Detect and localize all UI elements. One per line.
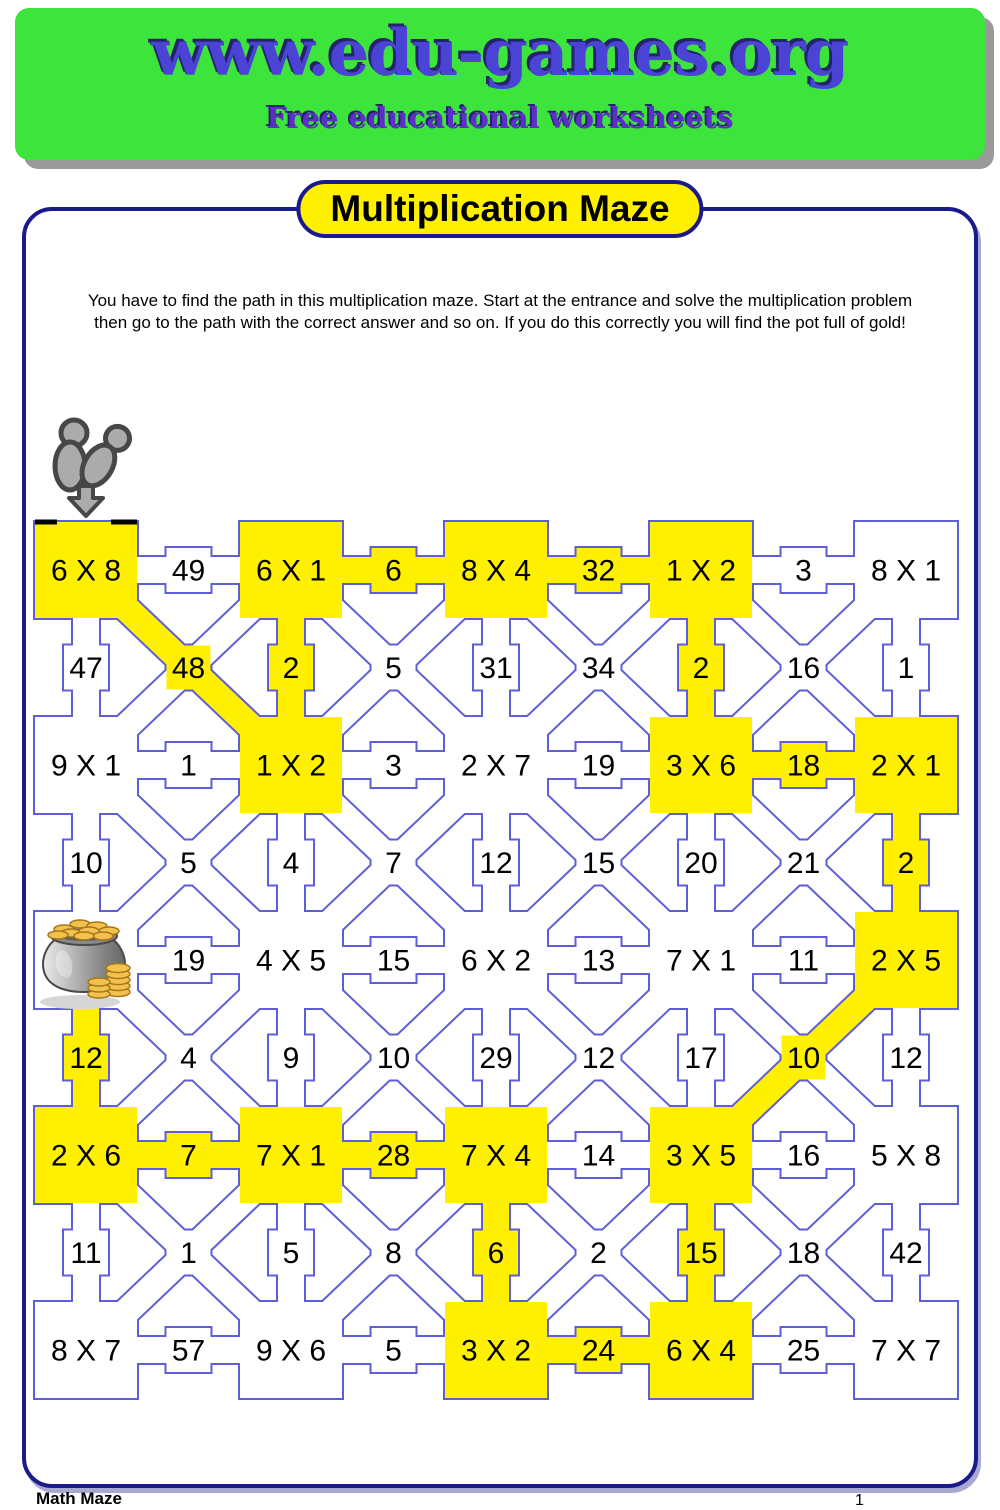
maze-cell-label: 2: [897, 847, 915, 880]
maze-cell-label: 1: [180, 749, 197, 783]
maze-cell-label: 8: [385, 1237, 402, 1270]
maze-cell-label: 6: [487, 1237, 505, 1270]
maze-cell-label: 3 X 5: [665, 1139, 737, 1173]
maze-cell-label: 20: [684, 847, 718, 880]
maze-cell-label: 13: [581, 944, 616, 978]
maze-cell-label: 10: [69, 847, 103, 880]
maze-cell-label: 7 X 1: [255, 1139, 327, 1173]
maze-cell-label: 5: [282, 1237, 300, 1270]
maze-cell-label: 42: [889, 1237, 923, 1270]
maze-cell-label: 7 X 4: [460, 1139, 532, 1173]
maze-cell-label: 29: [479, 1042, 513, 1075]
maze-cell-label: 19: [581, 749, 616, 783]
maze-cell-label: 9 X 6: [255, 1334, 327, 1368]
page-title: Multiplication Maze: [296, 180, 703, 238]
maze-cell-label: 11: [70, 1237, 102, 1270]
maze-cell-label: 7 X 1: [665, 944, 737, 978]
maze-cell-label: 10: [786, 1042, 821, 1075]
maze-cell-label: 24: [581, 1334, 616, 1368]
maze-cell-label: 3: [795, 554, 812, 588]
maze-cell-label: 5: [180, 847, 197, 880]
site-title: www.edu-games.org: [151, 16, 849, 91]
maze-cell-label: 1 X 2: [665, 554, 737, 588]
maze-cell-label: 19: [171, 944, 206, 978]
maze-cell-label: 18: [786, 1237, 821, 1270]
maze-cell-label: 3 X 2: [460, 1334, 532, 1368]
maze-cell-label: 2 X 1: [870, 749, 942, 783]
maze-cell-label: 8 X 7: [50, 1334, 122, 1368]
maze-cell-label: 8 X 4: [460, 554, 532, 588]
maze-cell-label: 34: [581, 652, 616, 685]
instructions-line-1: You have to find the path in this multiplication maze. Start at the entrance and solve the multiplication problem: [87, 291, 913, 310]
site-subtitle: Free educational worksheets: [266, 101, 734, 135]
maze-cell-label: 15: [581, 847, 616, 880]
maze-cell-label: 1: [897, 652, 915, 685]
maze-cell-label: 57: [171, 1334, 206, 1368]
maze-cell-label: 9: [282, 1042, 300, 1075]
maze-cell-label: 16: [786, 1139, 821, 1173]
maze-cell-label: 14: [581, 1139, 616, 1173]
maze-cell-label: 9 X 1: [50, 749, 122, 783]
maze-cell-label: 31: [479, 652, 513, 685]
maze-cell-label: 16: [786, 652, 821, 685]
maze-cell-label: 21: [786, 847, 821, 880]
maze-cell-label: 12: [69, 1042, 103, 1075]
footprints-icon: [55, 419, 134, 492]
maze-cell-label: 5: [385, 652, 402, 685]
maze-cell-label: 2 X 7: [460, 749, 532, 783]
maze-cell-label: 7: [180, 1139, 197, 1173]
maze-cell-label: 17: [684, 1042, 718, 1075]
maze-cell-label: 6 X 1: [255, 554, 327, 588]
maze-cell-label: 1 X 2: [255, 749, 327, 783]
maze-cell-label: 48: [171, 652, 206, 685]
maze-cell-label: 25: [786, 1334, 821, 1368]
maze-cell-label: 2: [282, 652, 300, 685]
maze-cell-label: 5 X 8: [870, 1139, 942, 1173]
maze-cell-label: 6 X 8: [50, 554, 122, 588]
maze-cell-label: 5: [385, 1334, 402, 1368]
maze-cell-label: 4: [282, 847, 300, 880]
maze-cell-label: 2 X 6: [50, 1139, 122, 1173]
maze-cell-label: 12: [479, 847, 513, 880]
maze-cell-label: 47: [69, 652, 103, 685]
maze-cell-label: 2 X 5: [870, 944, 942, 978]
maze-cell-label: 8 X 1: [870, 554, 942, 588]
site-banner: [15, 8, 985, 160]
maze-cell-label: 18: [786, 749, 821, 783]
maze-cell-label: 2: [692, 652, 710, 685]
footer-text: Math Maze: [36, 1489, 122, 1508]
multiplication-maze: [0, 380, 1000, 1500]
maze-cell-label: 49: [171, 554, 206, 588]
maze-cell-label: 3: [385, 749, 402, 783]
maze-cell-label: 7: [385, 847, 402, 880]
instructions: [50, 290, 950, 334]
instructions-line-2: then go to the path with the correct answer and so on. If you do this correctly you will find the pot full of gold!: [94, 313, 906, 333]
maze-cell-label: 6 X 4: [665, 1334, 737, 1368]
maze-cell-label: 12: [581, 1042, 616, 1075]
maze-cell-label: 4: [180, 1042, 197, 1075]
maze-cell-label: 11: [787, 944, 820, 978]
maze-cell-label: 3 X 6: [665, 749, 737, 783]
maze-cell-label: 7 X 7: [870, 1334, 942, 1368]
maze-cell-label: 28: [376, 1139, 411, 1173]
maze-cell-label: 12: [889, 1042, 923, 1075]
maze-cell-label: 32: [581, 554, 616, 588]
maze-cell-label: 1: [180, 1237, 197, 1270]
maze-cell-label: 6: [385, 554, 402, 588]
maze-cell-label: 15: [376, 944, 411, 978]
maze-cell-label: 2: [590, 1237, 607, 1270]
maze-cell-label: 4 X 5: [255, 944, 327, 978]
maze-cell-label: 6 X 2: [460, 944, 532, 978]
maze-cell-label: 10: [376, 1042, 411, 1075]
footer-page-number: 1: [855, 1492, 864, 1509]
maze-cell-label: 15: [684, 1237, 718, 1270]
